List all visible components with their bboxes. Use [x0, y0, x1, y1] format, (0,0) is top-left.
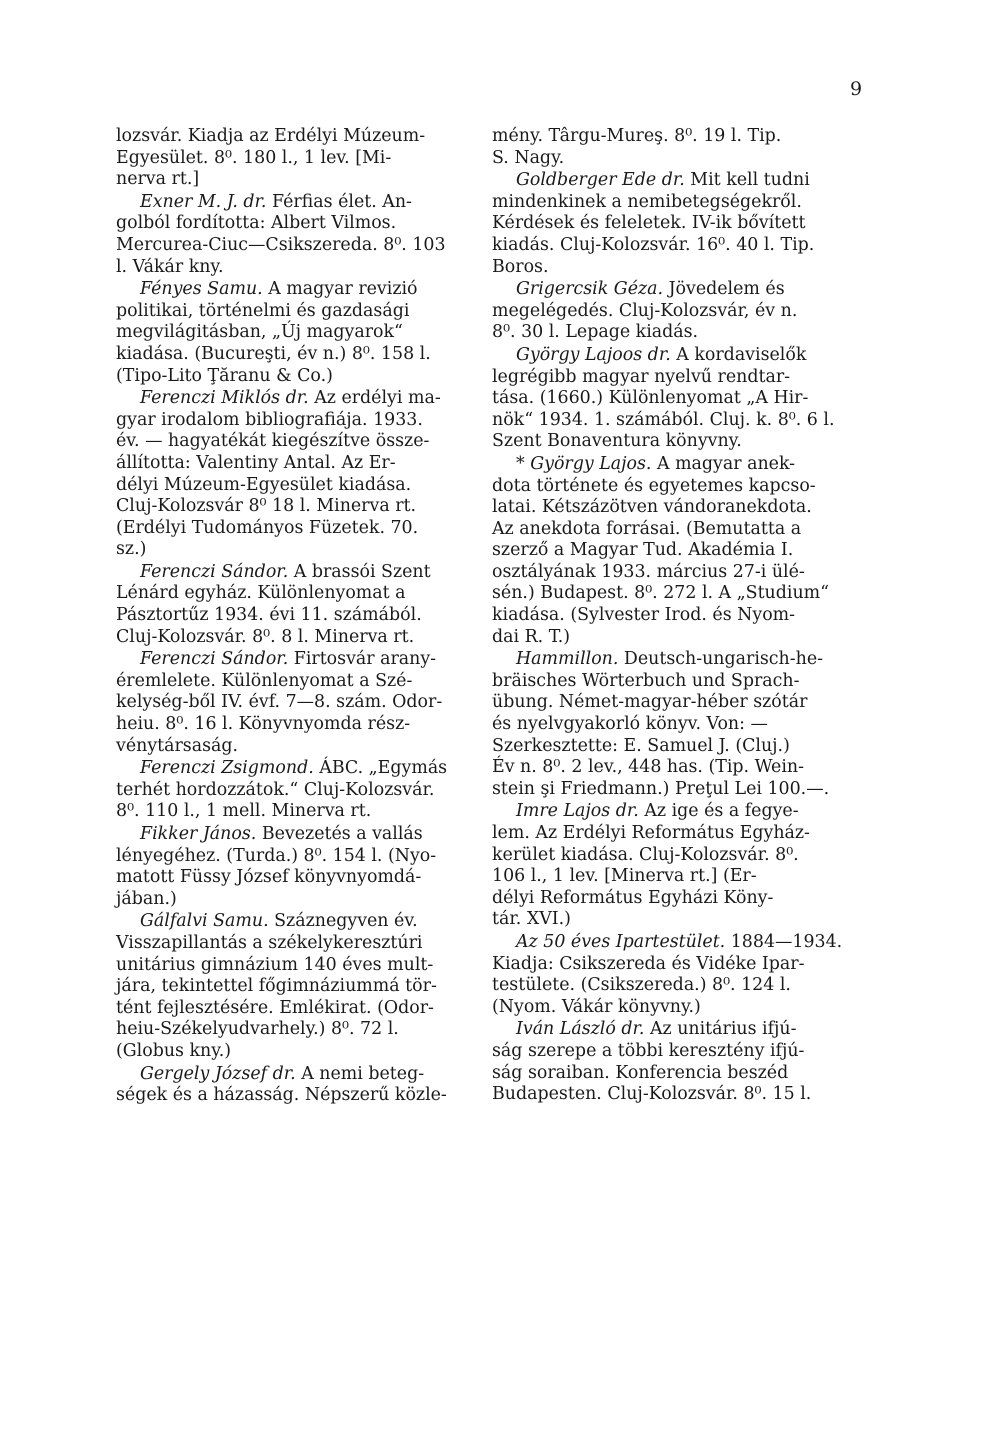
entry-line	[116, 955, 478, 977]
entry-line	[116, 976, 478, 998]
entry-line	[492, 888, 854, 910]
entry-text: szerző a Magyar Tud. Akadémia I.	[492, 540, 794, 561]
entry-text: latai. Kétszázötven vándoranekdota.	[492, 497, 812, 518]
entry-author: * György Lajos.	[516, 453, 652, 474]
entry-text: Cluj-Kolozsvár 8⁰ 18 l. Minerva rt.	[116, 496, 417, 517]
entry-line	[116, 518, 478, 540]
entry-text: kelység-ből IV. évf. 7—8. szám. Odor-	[116, 692, 443, 713]
entry-text: matott Füssy József könyvnyomdá-	[116, 867, 422, 888]
entry-text: Az ige és a fegye-	[638, 801, 799, 822]
entry-text: és nyelvgyakorló könyv. Von: —	[492, 714, 768, 735]
bibliography-entry	[116, 758, 478, 823]
entry-text: 106 l., 1 lev. [Minerva rt.] (Er-	[492, 866, 757, 887]
entry-author: Fikker János.	[140, 824, 257, 844]
entry-text: A magyar anek-	[651, 453, 796, 474]
entry-text: Év n. 8⁰. 2 lev., 448 has. (Tip. Wein-	[492, 757, 804, 778]
entry-line	[492, 823, 854, 845]
entry-text: A magyar revizió	[262, 279, 418, 300]
entry-author: Ferenczi Miklós dr.	[140, 388, 309, 409]
entry-text: 1884—1934.	[725, 931, 843, 952]
entry-line	[492, 954, 854, 976]
entry-line	[116, 539, 478, 561]
entry-text: nerva rt.]	[116, 169, 200, 190]
bibliography-entry	[116, 562, 478, 648]
entry-line	[116, 1041, 478, 1063]
bibliography-entry	[116, 824, 478, 910]
entry-text: dai R. T.)	[492, 626, 571, 647]
entry-line	[492, 801, 854, 823]
entry-text: Egyesület. 8⁰. 180 l., 1 lev. [Mi-	[116, 147, 392, 168]
entry-text: Mit kell tudni	[684, 170, 810, 191]
entry-line	[492, 345, 854, 367]
entry-text: lényegéhez. (Turda.) 8⁰. 154 l. (Nyo-	[116, 845, 437, 866]
page-number: 9	[849, 78, 863, 100]
entry-text: (Nyom. Vákár könyvny.)	[492, 996, 701, 1017]
entry-line	[116, 453, 478, 475]
entry-line	[492, 301, 854, 323]
entry-line	[116, 562, 478, 584]
entry-text: ság szerepe a többi keresztény ifjú-	[492, 1040, 805, 1061]
entry-line	[116, 279, 478, 301]
entry-author: Grigercsik Géza.	[516, 279, 664, 300]
bibliography-entry	[116, 279, 478, 387]
entry-author: Ferenczi Sándor.	[140, 649, 289, 670]
entry-line	[492, 1063, 854, 1085]
bibliography-entry	[116, 1064, 478, 1107]
entry-line	[492, 757, 854, 779]
entry-text: Az anekdota forrásai. (Bemutatta a	[492, 518, 802, 539]
entry-text: Szerkesztette: E. Samuel J. (Cluj.)	[492, 735, 790, 756]
entry-text: (Erdélyi Tudományos Füzetek. 70.	[116, 517, 419, 538]
right-column	[492, 126, 854, 1107]
entry-line	[116, 583, 478, 605]
entry-line	[116, 431, 478, 453]
entry-line	[492, 779, 854, 801]
entry-text: testülete. (Csikszereda.) 8⁰. 124 l.	[492, 975, 791, 996]
entry-text: jára, tekintettel főgimnáziummá tör-	[116, 976, 437, 997]
entry-line	[492, 476, 854, 498]
entry-line	[116, 627, 478, 649]
entry-text: ségek és a házasság. Népszerű közle-	[116, 1085, 447, 1106]
entry-text: Az erdélyi ma-	[308, 388, 441, 409]
entry-text: mindenkinek a nemibetegségekről.	[492, 191, 802, 212]
entry-text: állította: Valentiny Antal. Az Er-	[116, 452, 396, 473]
entry-text: Boros.	[492, 256, 549, 277]
entry-text: legrégibb magyar nyelvű rendtar-	[492, 366, 791, 387]
entry-line	[492, 148, 854, 170]
entry-text: sén.) Budapest. 8⁰. 272 l. A „Studium“	[492, 583, 830, 604]
entry-text: kiadása. (Bucureşti, év n.) 8⁰. 158 l.	[116, 343, 431, 364]
entry-line	[116, 889, 478, 911]
entry-text: A nemi beteg-	[295, 1063, 425, 1084]
bibliography-entry	[492, 801, 854, 931]
entry-text: gyar irodalom bibliografiája. 1933.	[116, 409, 423, 430]
entry-line	[492, 736, 854, 758]
entry-text: év. — hagyatékát kiegészítve össze-	[116, 431, 430, 452]
entry-line	[116, 801, 478, 823]
entry-author: Exner M. J. dr.	[140, 191, 267, 212]
entry-line	[492, 519, 854, 541]
entry-line	[492, 431, 854, 453]
entry-text: Cluj-Kolozsvár. 8⁰. 8 l. Minerva rt.	[116, 626, 415, 647]
bibliography-entry	[116, 388, 478, 561]
entry-text: politikai, történelmi és gazdasági	[116, 300, 410, 321]
entry-author: Ferenczi Zsigmond.	[140, 758, 314, 779]
entry-author: Gergely József dr.	[140, 1063, 296, 1084]
entry-text: Bevezetés a vallás	[256, 824, 423, 844]
entry-line	[116, 1064, 478, 1086]
entry-line	[492, 540, 854, 562]
entry-line	[116, 475, 478, 497]
entry-line	[116, 410, 478, 432]
left-column	[116, 126, 478, 1108]
entry-author: Ferenczi Sándor.	[140, 561, 289, 582]
entry-line	[116, 780, 478, 802]
entry-line	[492, 692, 854, 714]
entry-line	[492, 649, 854, 671]
entry-line	[116, 671, 478, 693]
entry-text: tént fejlesztésére. Emlékirat. (Odor-	[116, 997, 434, 1018]
entry-text: (Tipo-Lito Ţăranu & Co.)	[116, 365, 333, 386]
entry-line	[492, 583, 854, 605]
entry-line	[116, 301, 478, 323]
entry-text: ság soraiban. Konferencia beszéd	[492, 1062, 789, 1083]
entry-line	[116, 496, 478, 518]
entry-line	[116, 933, 478, 955]
entry-text: S. Nagy.	[492, 147, 565, 168]
entry-text: lozsvár. Kiadja az Erdélyi Múzeum-	[116, 126, 426, 146]
entry-text: Kiadja: Csikszereda és Vidéke Ipar-	[492, 953, 805, 974]
entry-text: sz.)	[116, 539, 147, 560]
bibliography-entry	[492, 1019, 854, 1105]
entry-text: Mercurea-Ciuc—Csikszereda. 8⁰. 103	[116, 234, 446, 255]
entry-line	[116, 1019, 478, 1041]
entry-text: osztályának 1933. március 27-i ülé-	[492, 561, 805, 582]
entry-line	[116, 148, 478, 170]
entry-text: lem. Az Erdélyi Református Egyház-	[492, 823, 810, 843]
entry-line	[116, 344, 478, 366]
entry-line	[492, 192, 854, 214]
entry-text: megvilágitásban, „Új magyarok“	[116, 322, 403, 343]
bibliography-entry	[116, 192, 478, 278]
entry-line	[492, 410, 854, 432]
entry-text: golból fordította: Albert Vilmos.	[116, 213, 397, 234]
entry-line	[492, 627, 854, 649]
entry-line	[116, 257, 478, 279]
entry-line	[116, 911, 478, 933]
entry-line	[492, 454, 854, 476]
entry-line	[492, 671, 854, 693]
entry-line	[116, 1085, 478, 1107]
entry-line	[492, 562, 854, 584]
entry-text: heiu-Székelyudvarhely.) 8⁰. 72 l.	[116, 1019, 399, 1040]
entry-author: Imre Lajos dr.	[516, 801, 639, 822]
entry-text: ÁBC. „Egymás	[313, 758, 448, 779]
bibliography-entry	[116, 911, 478, 1062]
bibliography-entry	[492, 649, 854, 800]
entry-line	[116, 126, 478, 148]
entry-text: Jövedelem és	[663, 279, 785, 300]
entry-line	[492, 866, 854, 888]
entry-text: stein şi Friedmann.) Preţul Lei 100.—.	[492, 778, 830, 799]
entry-text: A kordaviselők	[670, 344, 807, 365]
entry-text: l. Vákár kny.	[116, 256, 224, 277]
entry-line	[492, 235, 854, 257]
entry-text: kiadása. (Sylvester Irod. és Nyom-	[492, 605, 796, 626]
bibliography-entry	[492, 279, 854, 344]
entry-line	[492, 975, 854, 997]
entry-line	[492, 932, 854, 954]
entry-text: Lénárd egyház. Különlenyomat a	[116, 583, 406, 604]
entry-line	[116, 824, 478, 846]
entry-text: A brassói Szent	[288, 561, 431, 582]
entry-line	[492, 605, 854, 627]
entry-line	[492, 388, 854, 410]
entry-line	[492, 367, 854, 389]
entry-line	[116, 692, 478, 714]
entry-line	[116, 867, 478, 889]
bibliography-entry	[492, 126, 854, 169]
entry-line	[492, 257, 854, 279]
bibliography-entry	[492, 454, 854, 648]
entry-line	[116, 998, 478, 1020]
entry-line	[116, 736, 478, 758]
entry-line	[116, 213, 478, 235]
entry-text: Visszapillantás a székelykeresztúri	[116, 932, 423, 953]
entry-line	[116, 169, 478, 191]
bibliography-entry	[116, 649, 478, 757]
entry-text: Az unitárius ifjú-	[644, 1019, 797, 1040]
entry-text: tása. (1660.) Különlenyomat „A Hir-	[492, 388, 809, 409]
entry-author: Fényes Samu.	[140, 279, 263, 300]
entry-text: tár. XVI.)	[492, 909, 571, 930]
entry-text: dota története és egyetemes kapcso-	[492, 475, 816, 496]
entry-line	[492, 279, 854, 301]
entry-text: 8⁰. 30 l. Lepage kiadás.	[492, 322, 699, 343]
bibliography-entry	[116, 126, 478, 191]
entry-line	[492, 170, 854, 192]
entry-text: kiadás. Cluj-Kolozsvár. 16⁰. 40 l. Tip.	[492, 234, 815, 255]
entry-author: Az 50 éves Ipartestület.	[516, 931, 726, 952]
entry-author: Iván László dr.	[516, 1019, 645, 1040]
entry-author: Hammillon.	[516, 649, 619, 670]
entry-line	[492, 1019, 854, 1041]
entry-text: mény. Târgu-Mureş. 8⁰. 19 l. Tip.	[492, 126, 782, 146]
entry-line	[116, 366, 478, 388]
entry-text: Budapesten. Cluj-Kolozsvár. 8⁰. 15 l.	[492, 1084, 812, 1105]
entry-text: kerület kiadása. Cluj-Kolozsvár. 8⁰.	[492, 844, 799, 865]
entry-text: Kérdések és feleletek. IV-ik bővített	[492, 213, 806, 234]
entry-author: Goldberger Ede dr.	[516, 170, 685, 191]
entry-line	[116, 192, 478, 214]
entry-line	[492, 1084, 854, 1106]
entry-text: terhét hordozzátok.“ Cluj-Kolozsvár.	[116, 779, 435, 800]
entry-line	[492, 213, 854, 235]
entry-text: übung. Német-magyar-héber szótár	[492, 692, 808, 713]
entry-text: jában.)	[116, 888, 177, 909]
entry-line	[492, 126, 854, 148]
entry-line	[492, 322, 854, 344]
entry-author: György Lajoos dr.	[516, 344, 671, 365]
entry-line	[492, 909, 854, 931]
entry-text: 8⁰. 110 l., 1 mell. Minerva rt.	[116, 801, 372, 822]
entry-text: Szent Bonaventura könyvny.	[492, 431, 742, 452]
entry-text: vénytársaság.	[116, 735, 239, 756]
entry-text: Pásztortűz 1934. évi 11. számából.	[116, 605, 422, 626]
entry-line	[116, 235, 478, 257]
entry-line	[116, 388, 478, 410]
entry-text: Száznegyven év.	[268, 911, 418, 932]
entry-author: Gálfalvi Samu.	[140, 911, 269, 932]
entry-line	[492, 1041, 854, 1063]
entry-text: unitárius gimnázium 140 éves mult-	[116, 954, 434, 975]
bibliography-entry	[492, 345, 854, 453]
entry-line	[492, 497, 854, 519]
entry-text: délyi Múzeum-Egyesület kiadása.	[116, 474, 412, 495]
bibliography-entry	[492, 932, 854, 1018]
entry-line	[116, 322, 478, 344]
entry-text: megelégedés. Cluj-Kolozsvár, év n.	[492, 300, 798, 321]
entry-text: Firtosvár arany-	[288, 649, 437, 670]
entry-text: bräisches Wörterbuch und Sprach-	[492, 670, 800, 691]
entry-text: heiu. 8⁰. 16 l. Könyvnyomda rész-	[116, 714, 411, 735]
entry-line	[116, 605, 478, 627]
entry-text: Férfias élet. An-	[266, 191, 412, 212]
entry-text: (Globus kny.)	[116, 1040, 232, 1061]
entry-line	[116, 758, 478, 780]
entry-line	[116, 846, 478, 868]
entry-line	[492, 997, 854, 1019]
entry-line	[492, 845, 854, 867]
entry-line	[116, 649, 478, 671]
entry-line	[116, 714, 478, 736]
entry-text: délyi Református Egyházi Köny-	[492, 887, 774, 908]
entry-line	[492, 714, 854, 736]
entry-text: éremlelete. Különlenyomat a Szé-	[116, 670, 413, 691]
entry-text: Deutsch-ungarisch-he-	[618, 649, 823, 670]
entry-text: nök“ 1934. 1. számából. Cluj. k. 8⁰. 6 l.	[492, 409, 835, 430]
bibliography-entry	[492, 170, 854, 278]
